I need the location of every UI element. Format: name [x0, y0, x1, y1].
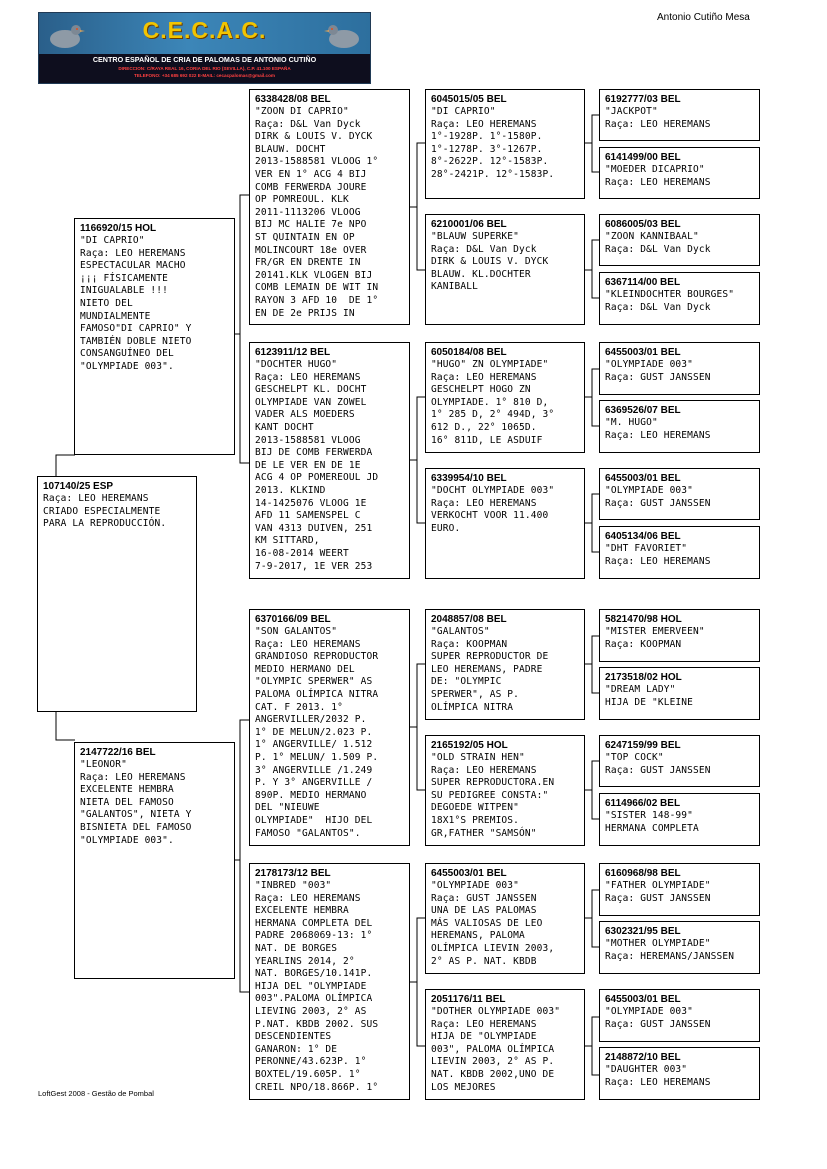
gggp-card	[599, 468, 760, 520]
gggp-card	[599, 526, 760, 579]
ring-number: 6123911/12 BEL	[255, 347, 331, 358]
ring-number: 6370166/09 BEL	[255, 614, 331, 625]
ggp-card	[425, 214, 585, 325]
ggp-card	[425, 89, 585, 199]
gggp-card	[599, 609, 760, 662]
ring-number: 2051176/11 BEL	[431, 994, 506, 1005]
pigeon-details: "DOCHTER HUGO" Raça: LEO HEREMANS GESCHELPT KL. DOCHT OLYMPIADE VAN ZOWEL VADER ALS MOEDERS KANT DOCHT 2013-1588581 VLOOG BIJ DE COMB FERWERDA DE LE VER EN DE 1E ACG 4 OP POMEREOUL JD 2013. KLKIND 14-1425076 VLOOG 1E AFD 11 SAMENSPEL C VAN 4313 DUIVEN, 251 KM SITTARD, 16-08-2014 WEERT 7-9-2017, 1E VER 253	[255, 359, 379, 572]
ggp-card	[425, 342, 585, 453]
pigeon-details: "GALANTOS" Raça: KOOPMAN SUPER REPRODUCTOR DE LEO HEREMANS, PADRE DE: "OLYMPIC SPERWER", AS P. OLÍMPICA NITRA	[431, 626, 549, 713]
sire-sire-card	[249, 89, 410, 325]
gggp-card	[599, 1047, 760, 1100]
pigeon-details: "OLYMPIADE 003" Raça: GUST JANSSEN	[605, 1006, 711, 1030]
ggp-card	[425, 468, 585, 579]
ring-number: 6192777/03 BEL	[605, 94, 681, 105]
gggp-card	[599, 863, 760, 916]
gggp-card	[599, 89, 760, 141]
gggp-card	[599, 400, 760, 453]
pigeon-details: "HUGO" ZN OLYMPIADE" Raça: LEO HEREMANS GESCHELPT HOGO ZN OLYMPIADE. 1° 810 D, 1° 285 D, 2° 494D, 3° 612 D., 22° 1065D. 16° 811D, LE ASDUIF	[431, 359, 555, 446]
ring-number: 6405134/06 BEL	[605, 531, 681, 542]
pigeon-details: "ZOON KANNIBAAL" Raça: D&L Van Dyck	[605, 231, 711, 255]
ggp-card	[425, 735, 585, 846]
gggp-card	[599, 989, 760, 1042]
pigeon-details: "BLAUW SUPERKE" Raça: D&L Van Dyck DIRK & LOUIS V. DYCK BLAUW. KL.DOCHTER KANIBALL	[431, 231, 549, 293]
ring-number: 6367114/00 BEL	[605, 277, 681, 288]
ring-number: 2178173/12 BEL	[255, 868, 331, 879]
pigeon-details: "MOTHER OLYMPIADE" Raça: HEREMANS/JANSSEN	[605, 938, 735, 962]
ring-number: 6114966/02 BEL	[605, 798, 681, 809]
pigeon-details: "FATHER OLYMPIADE" Raça: GUST JANSSEN	[605, 880, 711, 904]
dam-sire-card	[249, 609, 410, 846]
pigeon-details: "DOCHT OLYMPIADE 003" Raça: LEO HEREMANS VERKOCHT VOOR 11.400 EURO.	[431, 485, 555, 534]
subject-card	[37, 476, 197, 712]
ring-number: 6339954/10 BEL	[431, 473, 507, 484]
ring-number: 6160968/98 BEL	[605, 868, 681, 879]
pigeon-details: "INBRED "003" Raça: LEO HEREMANS EXCELENTE HEMBRA HERMANA COMPLETA DEL PADRE 2068069-13: 1° NAT. DE BORGES YEARLINS 2014, 2° NAT. BORGES/10.141P. HIJA DEL "OLYMPIADE 003".PALOMA OLÍMPICA LIEVING 2003, 2° AS P.NAT. KBDB 2002. SUS DESCENDIENTES GANARON: 1° DE PERONNE/43.623P. 1° BOXTEL/19.605P. 1° CREIL NPO/18.866P. 1°	[255, 880, 379, 1093]
ring-number: 6455003/01 BEL	[431, 868, 507, 879]
ring-number: 6455003/01 BEL	[605, 473, 681, 484]
pigeon-details: "DAUGHTER 003" Raça: LEO HEREMANS	[605, 1064, 711, 1088]
pigeon-details: "SISTER 148-99" HERMANA COMPLETA	[605, 810, 699, 834]
ring-number: 2173518/02 HOL	[605, 672, 682, 683]
gggp-card	[599, 921, 760, 974]
ring-number: 6455003/01 BEL	[605, 994, 681, 1005]
pigeon-details: "M. HUGO" Raça: LEO HEREMANS	[605, 417, 711, 441]
pigeon-details: "OLYMPIADE 003" Raça: GUST JANSSEN	[605, 485, 711, 509]
ring-number: 1166920/15 HOL	[80, 223, 157, 234]
pigeon-details: "JACKPOT" Raça: LEO HEREMANS	[605, 106, 711, 130]
logo-title: C.E.C.A.C.	[142, 17, 267, 43]
gggp-card	[599, 147, 760, 199]
pigeon-details: "MOEDER DICAPRIO" Raça: LEO HEREMANS	[605, 164, 711, 188]
ggp-card	[425, 609, 585, 720]
logo-subtitle: CENTRO ESPAÑOL DE CRIA DE PALOMAS DE ANTONIO CUTIÑO	[92, 55, 317, 64]
ring-number: 2048857/08 BEL	[431, 614, 507, 625]
pigeon-details: "LEONOR" Raça: LEO HEREMANS EXCELENTE HEMBRA NIETA DEL FAMOSO "GALANTOS", NIETA Y BISNIETA DEL FAMOSO "OLYMPIADE 003".	[80, 759, 192, 846]
ggp-card	[425, 863, 585, 974]
ring-number: 2147722/16 BEL	[80, 747, 156, 758]
pigeon-details: "ZOON DI CAPRIO" Raça: D&L Van Dyck DIRK & LOUIS V. DYCK BLAUW. DOCHT 2013-1588581 VLOOG 1° VER EN 1° ACG 4 BIJ COMB FERWERDA JOURE OP POMREOUL. KLK 2011-1113206 VLOOG BIJ MC HALIE 7e NPO ST QUINTAIN EN OP MOLINCOURT 18e OVER FR/GR EN DRENTE IN 20141.KLK VLOGEN BIJ COMB LEMAIN DE WIT IN RAYON 3 AFD 10 DE 1° EN DE 2e PRIJS IN	[255, 106, 379, 319]
pigeon-details: "MISTER EMERVEEN" Raça: KOOPMAN	[605, 626, 705, 650]
gggp-card	[599, 735, 760, 787]
ring-number: 6369526/07 BEL	[605, 405, 681, 416]
ring-number: 6050184/08 BEL	[431, 347, 507, 358]
pigeon-details: "DOTHER OLYMPIADE 003" Raça: LEO HEREMANS HIJA DE "OLYMPIADE 003", PALOMA OLÍMPICA LIEVIN 2003, 2° AS P. NAT. KBDB 2002,UNO DE LOS MEJORES	[431, 1006, 561, 1093]
footer-software: LoftGest 2008 - Gestão de Pombal	[38, 1089, 154, 1098]
pigeon-details: "DREAM LADY" HIJA DE "KLEINE	[605, 684, 694, 708]
ring-number: 6086005/03 BEL	[605, 219, 681, 230]
sire-card	[74, 218, 235, 455]
ring-number: 6045015/05 BEL	[431, 94, 507, 105]
gggp-card	[599, 214, 760, 266]
pigeon-details: "OLYMPIADE 003" Raça: GUST JANSSEN UNA DE LAS PALOMAS MÁS VALIOSAS DE LEO HEREMANS, PALOMA OLÍMPICA LIEVIN 2003, 2° AS P. NAT. KBDB	[431, 880, 555, 967]
ring-number: 6141499/00 BEL	[605, 152, 681, 163]
ring-number: 6247159/99 BEL	[605, 740, 681, 751]
gggp-card	[599, 342, 760, 395]
ring-number: 107140/25 ESP	[43, 481, 114, 492]
pigeon-details: "OLD STRAIN HEN" Raça: LEO HEREMANS SUPER REPRODUCTORA.EN SU PEDIGREE CONSTA:" DEGOEDE WITPEN" 18X1°S PREMIOS. GR,FATHER "SAMSÓN"	[431, 752, 555, 839]
sire-dam-card	[249, 342, 410, 579]
owner-name: Antonio Cutiño Mesa	[657, 12, 750, 23]
gggp-card	[599, 667, 760, 720]
ring-number: 6302321/95 BEL	[605, 926, 681, 937]
logo-phone: TELEFONO: +34 685 692 022 E-MAIL: cecacpalomas@gmail.com	[134, 73, 275, 78]
gggp-card	[599, 272, 760, 325]
dam-dam-card	[249, 863, 410, 1100]
pigeon-details: Raça: LEO HEREMANS CRIADO ESPECIALMENTE PARA LA REPRODUCCIÓN.	[43, 493, 167, 530]
pigeon-details: "OLYMPIADE 003" Raça: GUST JANSSEN	[605, 359, 711, 383]
ring-number: 5821470/98 HOL	[605, 614, 682, 625]
pigeon-details: "TOP COCK" Raça: GUST JANSSEN	[605, 752, 711, 776]
pigeon-details: "SON GALANTOS" Raça: LEO HEREMANS GRANDIOSO REPRODUCTOR MEDIO HERMANO DEL "OLYMPIC SPERWER" AS PALOMA OLÍMPICA NITRA CAT. F 2013. 1° ANGERVILLER/2032 P. 1° DE MELUN/2.023 P. 1° ANGERVILLE/ 1.512 P. 1° MELUN/ 1.509 P. 3° ANGERVILLE /1.249 P. Y 3° ANGERVILLE / 890P. MEDIO HERMANO DEL "NIEUWE OLYMPIADE" HIJO DEL FAMOSO "GALANTOS".	[255, 626, 379, 839]
pigeon-details: "KLEINDOCHTER BOURGES" Raça: D&L Van Dyck	[605, 289, 735, 313]
ring-number: 2148872/10 BEL	[605, 1052, 681, 1063]
pigeon-details: "DI CAPRIO" Raça: LEO HEREMANS ESPECTACULAR MACHO ¡¡¡ FÍSICAMENTE INIGUALABLE !!! NIETO DEL MUNDIALMENTE FAMOSO"DI CAPRIO" Y TAMBIÉN DOBLE NIETO CONSANGUÍNEO DEL "OLYMPIADE 003".	[80, 235, 192, 372]
dam-card	[74, 742, 235, 979]
pigeon-details: "DHT FAVORIET" Raça: LEO HEREMANS	[605, 543, 711, 567]
ggp-card	[425, 989, 585, 1100]
ring-number: 6338428/08 BEL	[255, 94, 331, 105]
logo-address: DIRECCION: C/RAYA REAL 16, CORIA DEL RIO (SEVILLA), C.P. 41.100 ESPAÑA	[118, 66, 291, 71]
gggp-card	[599, 793, 760, 846]
ring-number: 6455003/01 BEL	[605, 347, 681, 358]
ring-number: 6210001/06 BEL	[431, 219, 507, 230]
ring-number: 2165192/05 HOL	[431, 740, 508, 751]
pigeon-details: "DI CAPRIO" Raça: LEO HEREMANS 1°-1928P. 1°-1580P. 1°-1278P. 3°-1267P. 8°-2622P. 12°-1583P. 28°-2421P. 12°-1583P.	[431, 106, 555, 180]
